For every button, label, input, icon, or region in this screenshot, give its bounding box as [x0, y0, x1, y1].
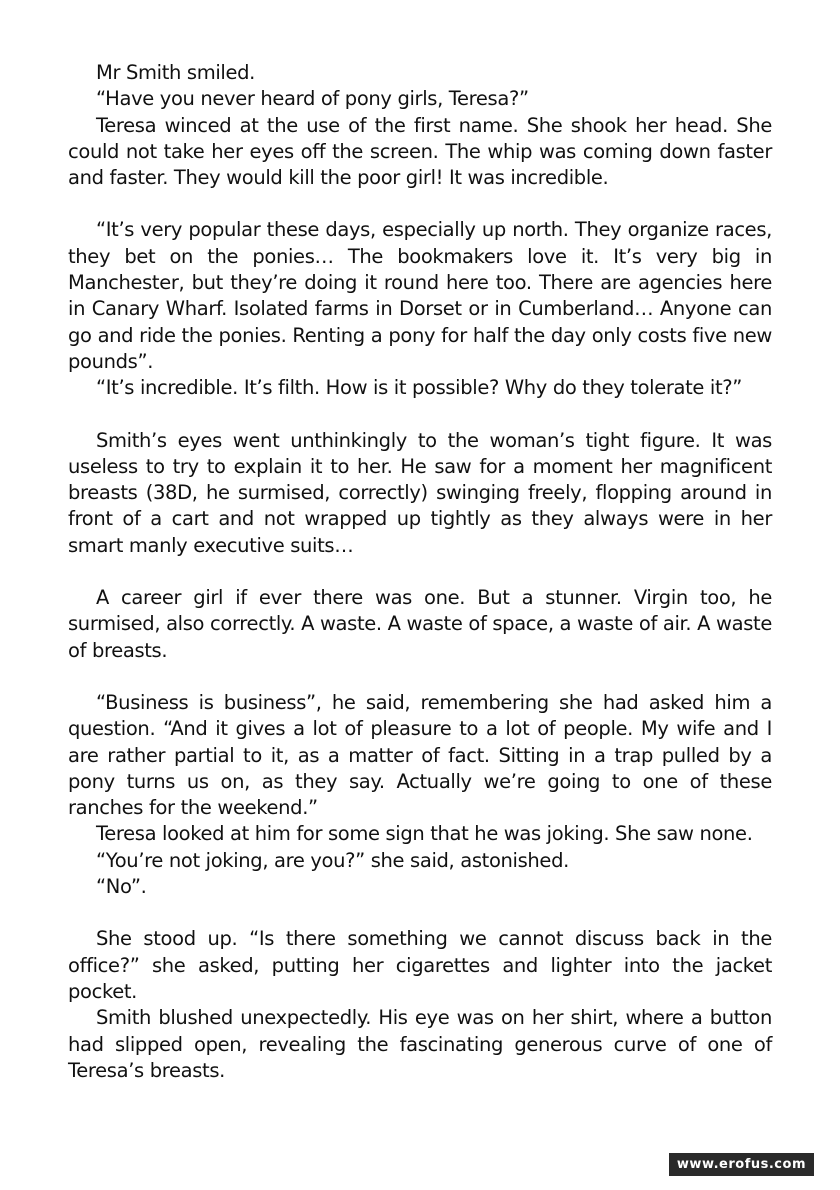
paragraph-12: She stood up. “Is there something we cannot discuss back in the office?” she asked, putting her cigarettes and lighter into the jacket pocket.: [68, 927, 772, 1003]
paragraph-3: Teresa winced at the use of the first name. She shook her head. She could not take her eyes off the screen. The whip was coming down faster and faster. They would kill the poor girl! It was incredible.: [68, 113, 772, 190]
document-page: [68, 60, 772, 1084]
paragraph-10: “You’re not joking, are you?” she said, astonished.: [96, 848, 569, 872]
paragraph-6: Smith’s eyes went unthinkingly to the woman’s tight figure. It was useless to try to explain it to her. He saw for a moment her magnificent breasts (38D, he surmised, correctly) swinging freely, flopping around in front of a cart and not wrapped up tightly as they always were in her smart manly executive suits…: [68, 428, 772, 557]
paragraph-2: “Have you never heard of pony girls, Teresa?”: [96, 87, 529, 111]
paragraph-5: “It’s incredible. It’s filth. How is it possible? Why do they tolerate it?”: [96, 376, 743, 400]
paragraph-gap: [68, 402, 772, 428]
paragraph-gap: [68, 664, 772, 690]
watermark-badge: www.erofus.com: [669, 1153, 814, 1176]
paragraph-4: “It’s very popular these days, especially up north. They organize races, they bet on the ponies… The bookmakers love it. It’s very big in Manchester, but they’re doing it round here too. There are agencies here in Canary Wharf. Isolated farms in Dorset or in Cumberland… Anyone can go and ride the ponies. Renting a pony for half the day only costs five new pounds”.: [68, 218, 772, 373]
paragraph-gap: [68, 900, 772, 926]
paragraph-1: Mr Smith smiled.: [96, 61, 255, 84]
paragraph-9: Teresa looked at him for some sign that he was joking. She saw none.: [96, 822, 753, 846]
paragraph-13: Smith blushed unexpectedly. His eye was on her shirt, where a button had slipped open, revealing the fascinating generous curve of one of Teresa’s breasts.: [68, 1006, 772, 1082]
paragraph-11: “No”.: [96, 875, 147, 899]
paragraph-gap: [68, 559, 772, 585]
paragraph-7: A career girl if ever there was one. But a stunner. Virgin too, he surmised, also correctly. A waste. A waste of space, a waste of air. A waste of breasts.: [68, 586, 772, 662]
paragraph-gap: [68, 191, 772, 217]
paragraph-8: “Business is business”, he said, remembering she had asked him a question. “And it gives a lot of pleasure to a lot of people. My wife and I are rather partial to it, as a matter of fact. Sitting in a trap pulled by a pony turns us on, as they say. Actually we’re going to one of these ranches for the weekend.”: [68, 690, 772, 820]
